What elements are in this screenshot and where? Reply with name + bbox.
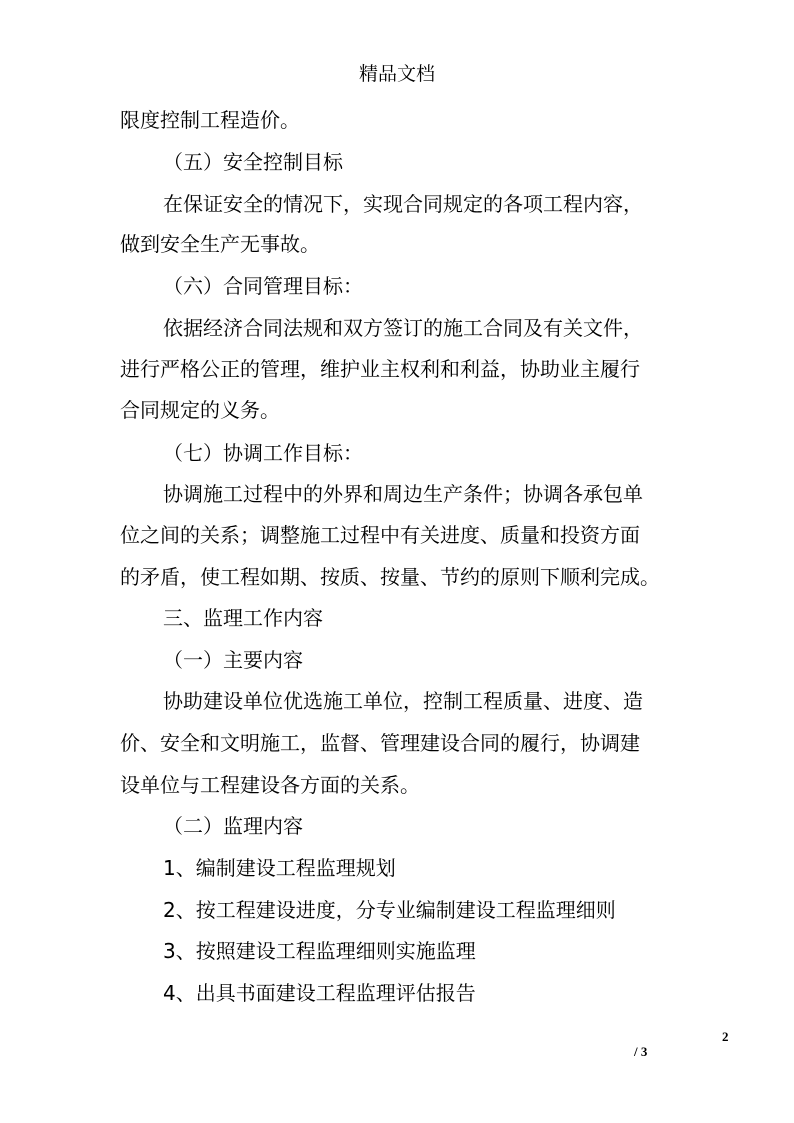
list-item: 2、按工程建设进度，分专业编制建设工程监理细则	[163, 898, 616, 922]
body-line: 位之间的关系；调整施工过程中有关进度、质量和投资方面	[120, 523, 640, 547]
body-line: 协调施工过程中的外界和周边生产条件；协调各承包单	[163, 482, 643, 506]
list-item: 4、出具书面建设工程监理评估报告	[163, 981, 476, 1005]
section-heading: （一）主要内容	[163, 648, 303, 672]
body-line: 依据经济合同法规和双方签订的施工合同及有关文件，	[163, 316, 643, 340]
body-line: 的矛盾，使工程如期、按质、按量、节约的原则下顺利完成。	[120, 565, 660, 589]
body-line: 进行严格公正的管理，维护业主权利和利益，协助业主履行	[120, 357, 640, 381]
body-line: 合同规定的义务。	[120, 398, 280, 422]
body-line: 做到安全生产无事故。	[120, 232, 320, 256]
body-line: 限度控制工程造价。	[120, 108, 300, 132]
page-header-title: 精品文档	[358, 63, 435, 85]
section-heading: （六）合同管理目标：	[163, 274, 363, 298]
list-item: 3、按照建设工程监理细则实施监理	[163, 939, 476, 963]
body-line: 在保证安全的情况下，实现合同规定的各项工程内容，	[163, 192, 643, 216]
list-item: 1、编制建设工程监理规划	[163, 856, 396, 880]
page-total: / 3	[634, 1044, 648, 1059]
body-line: 价、安全和文明施工，监督、管理建设合同的履行，协调建	[120, 731, 640, 755]
section-heading: （七）协调工作目标：	[163, 441, 363, 465]
body-line: 设单位与工程建设各方面的关系。	[120, 773, 420, 797]
page-number: 2	[722, 1029, 729, 1044]
section-heading: 三、监理工作内容	[163, 606, 323, 630]
body-line: 协助建设单位优选施工单位，控制工程质量、进度、造	[163, 689, 643, 713]
section-heading: （二）监理内容	[163, 814, 303, 838]
section-heading: （五）安全控制目标	[163, 150, 343, 174]
